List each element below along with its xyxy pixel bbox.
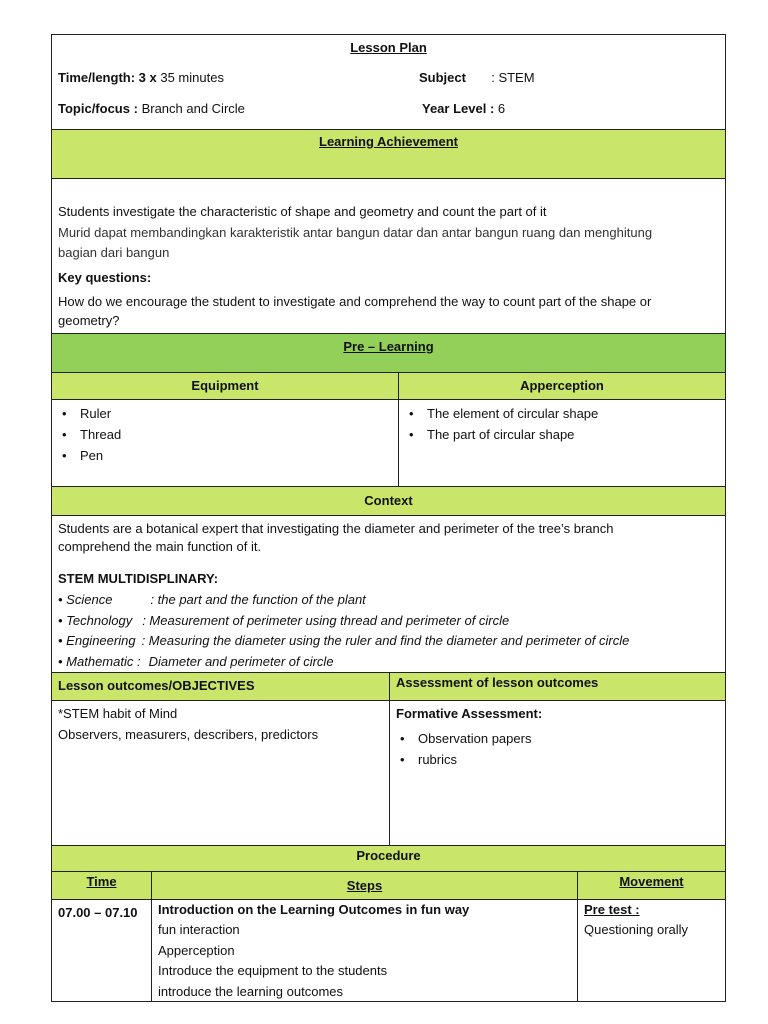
- year-value: 6: [497, 101, 506, 116]
- list-item: • The element of circular shape: [405, 403, 598, 424]
- outcomes-header: [51, 672, 726, 701]
- formative-list: [396, 728, 531, 770]
- list-item: • Observation papers: [396, 728, 531, 749]
- context-body: [51, 515, 726, 673]
- procedure-row: [51, 899, 726, 1002]
- learning-achievement-heading: Learning Achievement: [319, 134, 458, 149]
- procedure-heading: Procedure: [356, 848, 421, 863]
- learning-achievement-body: [51, 178, 726, 334]
- subject: [419, 70, 535, 85]
- year-label: Year Level :: [422, 101, 495, 116]
- formative-label: Formative Assessment:: [396, 706, 543, 721]
- context-line-2: comprehend the main function of it.: [58, 539, 262, 554]
- procedure-header: [51, 845, 726, 872]
- time-length: [58, 70, 224, 85]
- topic-value: Branch and Circle: [141, 101, 245, 116]
- subject-value: : STEM: [491, 70, 535, 85]
- list-item: • rubrics: [396, 749, 531, 770]
- context-header: [51, 486, 726, 516]
- context-line-1: Students are a botanical expert that investigating the diameter and perimeter of the tree’s branch: [58, 521, 614, 536]
- list-item: • Ruler: [58, 403, 121, 424]
- row-steps-title: Introduction on the Learning Outcomes in fun way: [158, 902, 470, 917]
- learning-achievement-header: [51, 129, 726, 179]
- key-question-2: geometry?: [58, 313, 120, 328]
- habit-roles: Observers, measurers, describers, predictors: [58, 727, 319, 742]
- key-question-1: How do we encourage the student to investigate and comprehend the way to count part of the shape or: [58, 294, 652, 309]
- row-time: 07.00 – 07.10: [58, 905, 138, 920]
- header-section: [51, 34, 726, 130]
- assessment-heading: Assessment of lesson outcomes: [396, 675, 599, 690]
- list-item: • Pen: [58, 445, 121, 466]
- year-level: [422, 101, 505, 116]
- list-item: • Thread: [58, 424, 121, 445]
- pre-learning-heading: Pre – Learning: [343, 339, 434, 354]
- stem-item-technology: • Technology : Measurement of perimeter using thread and perimeter of circle: [58, 613, 510, 628]
- equipment-list: [58, 403, 121, 466]
- row-step: fun interaction: [158, 922, 240, 937]
- row-movement-label: Pre test :: [584, 902, 640, 917]
- equipment-apperception-body: [51, 399, 726, 487]
- subject-label: Subject: [419, 70, 466, 85]
- outcomes-body: [51, 700, 726, 846]
- row-step: introduce the learning outcomes: [158, 984, 344, 999]
- stem-label: STEM MULTIDISPLINARY:: [58, 571, 219, 586]
- stem-item-science: • Science : the part and the function of the plant: [58, 592, 366, 607]
- row-step: Introduce the equipment to the students: [158, 963, 388, 978]
- row-step: Apperception: [158, 943, 235, 958]
- habit-of-mind: *STEM habit of Mind: [58, 706, 178, 721]
- document-title: Lesson Plan: [350, 40, 427, 55]
- pre-learning-header: [51, 333, 726, 373]
- row-movement-value: Questioning orally: [584, 922, 689, 937]
- outcomes-heading: Lesson outcomes/OBJECTIVES: [58, 678, 255, 693]
- apperception-list: [405, 403, 598, 445]
- key-questions-label: Key questions:: [58, 270, 152, 285]
- achievement-indonesian-2: bagian dari bangun: [58, 245, 170, 260]
- stem-item-engineering: • Engineering : Measuring the diameter using the ruler and find the diameter and perimeter of circle: [58, 633, 630, 648]
- stem-item-mathematic: • Mathematic : Diameter and perimeter of circle: [58, 654, 334, 669]
- time-label: Time/length: 3 x: [58, 70, 157, 85]
- topic-label: Topic/focus :: [58, 101, 138, 116]
- column-steps: Steps: [346, 878, 383, 893]
- time-value: 35 minutes: [160, 70, 224, 85]
- list-item: • The part of circular shape: [405, 424, 598, 445]
- column-time: Time: [86, 874, 117, 889]
- column-movement: Movement: [619, 874, 684, 889]
- achievement-english: Students investigate the characteristic of shape and geometry and count the part of it: [58, 204, 547, 219]
- procedure-columns: [51, 871, 726, 900]
- equipment-apperception-header: [51, 372, 726, 400]
- topic-focus: [58, 101, 245, 116]
- equipment-heading: Equipment: [191, 378, 259, 393]
- achievement-indonesian-1: Murid dapat membandingkan karakteristik antar bangun datar dan antar bangun ruang dan menghitung: [58, 225, 653, 240]
- apperception-heading: Apperception: [520, 378, 604, 393]
- context-heading: Context: [364, 493, 413, 508]
